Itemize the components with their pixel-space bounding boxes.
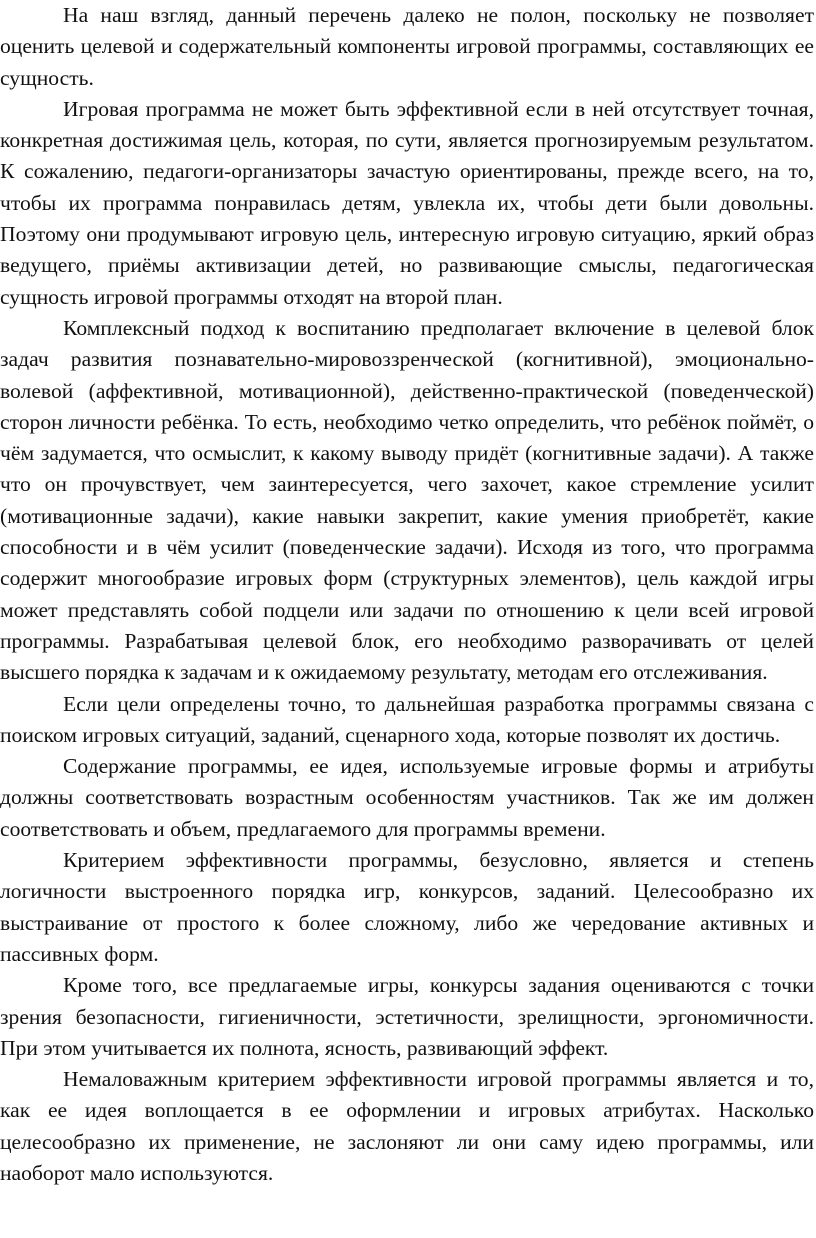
- paragraph-6: Критерием эффективности программы, безусловно, является и степень логичности выстроенного порядка игр, конкурсов, заданий. Целесообразно их выстраивание от простого к более сложному, либо же чередование активных и пассивных форм.: [0, 848, 814, 966]
- paragraph-4: Если цели определены точно, то дальнейшая разработка программы связана с поиском игровых ситуаций, заданий, сценарного хода, которые позволят их достичь.: [0, 691, 814, 747]
- paragraph-5: Содержание программы, ее идея, используемые игровые формы и атрибуты должны соответствовать возрастным особенностям участников. Так же им должен соответствовать и объем, предлагаемого для программы времени.: [0, 754, 814, 841]
- paragraph-7: Кроме того, все предлагаемые игры, конкурсы задания оцениваются с точки зрения безопасности, гигиеничности, эстетичности, зрелищности, эргономичности. При этом учитывается их полнота, ясность, развивающий эффект.: [0, 973, 814, 1060]
- paragraph-8: Немаловажным критерием эффективности игровой программы является и то, как ее идея воплощается в ее оформлении и игровых атрибутах. Насколько целесообразно их применение, не заслоняют ли они саму идею программы, или наоборот мало используются.: [0, 1067, 814, 1185]
- paragraph-2: Игровая программа не может быть эффективной если в ней отсутствует точная, конкретная достижимая цель, которая, по сути, является прогнозируемым результатом. К сожалению, педагоги-организаторы зачастую ориентированы, прежде всего, на то, чтобы их программа понравилась детям, увлекла их, чтобы дети были довольны. Поэтому они продумывают игровую цель, интересную игровую ситуацию, яркий образ ведущего, приёмы активизации детей, но развивающие смыслы, педагогическая сущность игровой программы отходят на второй план.: [0, 96, 814, 309]
- paragraph-3: Комплексный подход к воспитанию предполагает включение в целевой блок задач развития познавательно-мировоззренческой (когнитивной), эмоционально-волевой (аффективной, мотивационной), действенно-практической (поведенческой) сторон личности ребёнка. То есть, необходимо четко определить, что ребёнок поймёт, о чём задумается, что осмыслит, к какому выводу придёт (когнитивные задачи). А также что он прочувствует, чем заинтересуется, чего захочет, какое стремление усилит (мотивационные задачи), какие навыки закрепит, какие умения приобретёт, какие способности и в чём усилит (поведенческие задачи). Исходя из того, что программа содержит многообразие игровых форм (структурных элементов), цель каждой игры может представлять собой подцели или задачи по отношению к цели всей игровой программы. Разрабатывая целевой блок, его необходимо разворачивать от целей высшего порядка к задачам и к ожидаемому результату, методам его отслеживания.: [0, 315, 814, 685]
- paragraph-1: На наш взгляд, данный перечень далеко не полон, поскольку не позволяет оценить целевой и содержательный компоненты игровой программы, составляющих ее сущность.: [0, 3, 814, 90]
